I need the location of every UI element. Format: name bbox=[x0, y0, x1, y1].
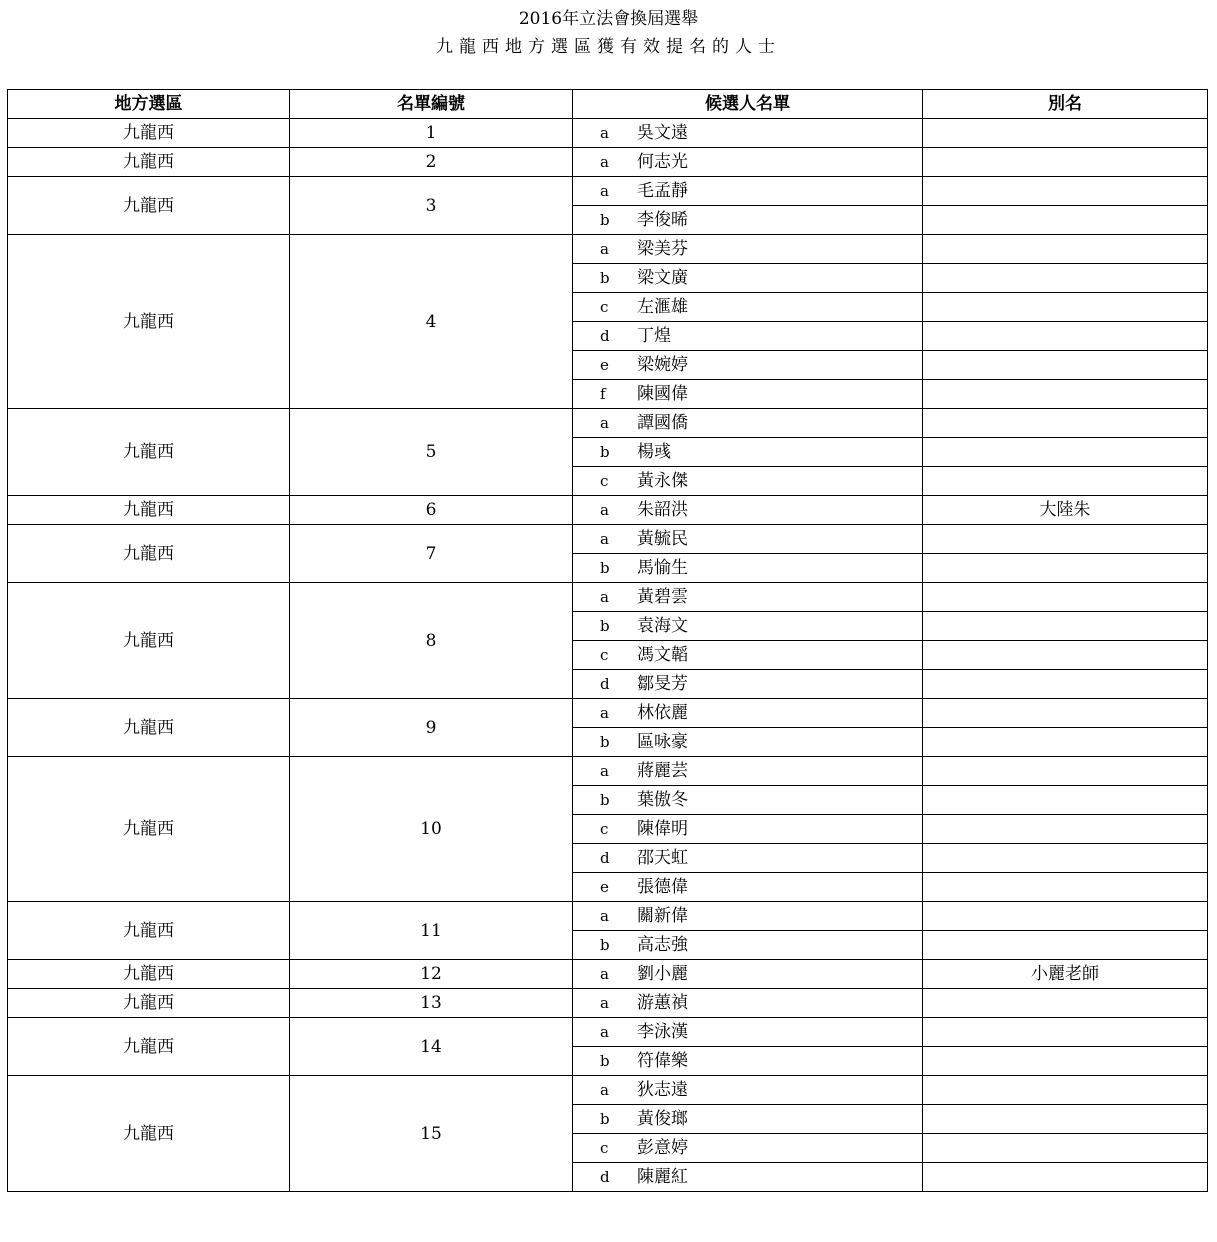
list-number-cell: 12 bbox=[290, 960, 573, 989]
candidate-letter: a bbox=[600, 182, 609, 200]
table-row bbox=[8, 177, 1208, 206]
candidate-cell bbox=[573, 844, 923, 873]
table-row bbox=[8, 525, 1208, 554]
candidate-cell bbox=[573, 467, 923, 496]
candidate-cell bbox=[573, 931, 923, 960]
alias-cell bbox=[923, 554, 1208, 583]
candidate-name: 袁海文 bbox=[637, 616, 688, 636]
candidate-letter: d bbox=[600, 849, 610, 867]
alias-cell bbox=[923, 206, 1208, 235]
list-number-cell: 13 bbox=[290, 989, 573, 1018]
candidate-name: 陳麗紅 bbox=[637, 1167, 688, 1187]
candidate-name: 鄒旻芳 bbox=[637, 674, 688, 694]
candidate-cell bbox=[573, 612, 923, 641]
header-candidates: 候選人名單 bbox=[573, 90, 923, 119]
candidate-cell bbox=[573, 1105, 923, 1134]
alias-cell bbox=[923, 1134, 1208, 1163]
candidate-letter: a bbox=[600, 1023, 609, 1041]
candidate-letter: b bbox=[600, 1052, 610, 1070]
district-cell: 九龍西 bbox=[8, 235, 290, 409]
list-number-cell: 8 bbox=[290, 583, 573, 699]
list-number-cell: 5 bbox=[290, 409, 573, 496]
candidate-cell bbox=[573, 699, 923, 728]
candidate-letter: a bbox=[600, 994, 609, 1012]
alias-cell bbox=[923, 525, 1208, 554]
candidate-cell bbox=[573, 960, 923, 989]
candidate-cell bbox=[573, 438, 923, 467]
header-list-number: 名單編號 bbox=[290, 90, 573, 119]
candidate-name: 陳偉明 bbox=[637, 819, 688, 839]
district-cell: 九龍西 bbox=[8, 1018, 290, 1076]
candidate-cell bbox=[573, 554, 923, 583]
alias-cell bbox=[923, 409, 1208, 438]
candidate-cell bbox=[573, 409, 923, 438]
district-cell: 九龍西 bbox=[8, 148, 290, 177]
alias-cell bbox=[923, 612, 1208, 641]
candidate-letter: d bbox=[600, 1168, 610, 1186]
candidate-name: 張德偉 bbox=[637, 877, 688, 897]
candidate-letter: b bbox=[600, 211, 610, 229]
candidate-cell bbox=[573, 989, 923, 1018]
table-row bbox=[8, 989, 1208, 1018]
table-row bbox=[8, 496, 1208, 525]
list-number-cell: 3 bbox=[290, 177, 573, 235]
table-row bbox=[8, 1018, 1208, 1047]
candidate-letter: c bbox=[600, 472, 609, 490]
candidate-name: 李俊晞 bbox=[637, 210, 688, 230]
candidate-letter: a bbox=[600, 501, 609, 519]
candidate-cell bbox=[573, 525, 923, 554]
candidate-cell bbox=[573, 351, 923, 380]
list-number-cell: 10 bbox=[290, 757, 573, 902]
district-cell: 九龍西 bbox=[8, 496, 290, 525]
candidate-name: 李泳漢 bbox=[637, 1022, 688, 1042]
document-title: 2016年立法會換屆選舉 bbox=[518, 9, 699, 29]
candidate-cell bbox=[573, 293, 923, 322]
candidate-name: 何志光 bbox=[637, 152, 688, 172]
alias-cell bbox=[923, 119, 1208, 148]
candidate-cell bbox=[573, 1163, 923, 1192]
district-cell: 九龍西 bbox=[8, 525, 290, 583]
candidate-cell bbox=[573, 873, 923, 902]
table-row bbox=[8, 409, 1208, 438]
candidate-letter: d bbox=[600, 327, 610, 345]
candidate-name: 梁婉婷 bbox=[637, 355, 688, 375]
alias-cell bbox=[923, 670, 1208, 699]
district-cell: 九龍西 bbox=[8, 409, 290, 496]
header-row bbox=[8, 90, 1208, 119]
candidate-name: 彭意婷 bbox=[637, 1138, 688, 1158]
district-cell: 九龍西 bbox=[8, 960, 290, 989]
alias-cell bbox=[923, 728, 1208, 757]
candidate-name: 黃永傑 bbox=[637, 471, 688, 491]
table-row bbox=[8, 960, 1208, 989]
candidate-cell bbox=[573, 815, 923, 844]
candidate-cell bbox=[573, 322, 923, 351]
candidate-name: 高志強 bbox=[637, 935, 688, 955]
district-cell: 九龍西 bbox=[8, 757, 290, 902]
district-cell: 九龍西 bbox=[8, 119, 290, 148]
candidate-cell bbox=[573, 786, 923, 815]
alias-cell bbox=[923, 351, 1208, 380]
document-subtitle: 九龍西地方選區獲有效提名的人士 bbox=[436, 37, 781, 57]
candidate-letter: b bbox=[600, 269, 610, 287]
candidate-letter: b bbox=[600, 617, 610, 635]
candidate-letter: d bbox=[600, 675, 610, 693]
alias-cell bbox=[923, 235, 1208, 264]
alias-cell bbox=[923, 322, 1208, 351]
alias-cell bbox=[923, 641, 1208, 670]
candidate-letter: b bbox=[600, 791, 610, 809]
header-alias: 別名 bbox=[923, 90, 1208, 119]
header-district: 地方選區 bbox=[8, 90, 290, 119]
candidate-name: 毛孟靜 bbox=[637, 181, 688, 201]
candidate-cell bbox=[573, 670, 923, 699]
alias-cell bbox=[923, 1076, 1208, 1105]
candidate-cell bbox=[573, 1018, 923, 1047]
list-number-cell: 7 bbox=[290, 525, 573, 583]
district-cell: 九龍西 bbox=[8, 699, 290, 757]
candidate-name: 游蕙禎 bbox=[637, 993, 688, 1013]
alias-cell bbox=[923, 1018, 1208, 1047]
candidate-name: 區咏豪 bbox=[637, 732, 688, 752]
candidate-letter: a bbox=[600, 588, 609, 606]
alias-cell bbox=[923, 177, 1208, 206]
alias-cell bbox=[923, 1047, 1208, 1076]
candidate-name: 葉傲冬 bbox=[637, 790, 688, 810]
list-number-cell: 11 bbox=[290, 902, 573, 960]
candidate-cell bbox=[573, 119, 923, 148]
list-number-cell: 1 bbox=[290, 119, 573, 148]
candidate-cell bbox=[573, 583, 923, 612]
alias-cell bbox=[923, 786, 1208, 815]
district-cell: 九龍西 bbox=[8, 902, 290, 960]
candidate-letter: a bbox=[600, 704, 609, 722]
list-number-cell: 2 bbox=[290, 148, 573, 177]
table-row bbox=[8, 1076, 1208, 1105]
candidate-name: 譚國僑 bbox=[637, 413, 688, 433]
candidate-letter: a bbox=[600, 965, 609, 983]
alias-cell bbox=[923, 699, 1208, 728]
table-body bbox=[8, 119, 1208, 1192]
candidate-name: 蔣麗芸 bbox=[637, 761, 688, 781]
alias-cell bbox=[923, 757, 1208, 786]
alias-cell bbox=[923, 1163, 1208, 1192]
candidate-letter: a bbox=[600, 907, 609, 925]
candidate-letter: a bbox=[600, 240, 609, 258]
candidate-name: 馬愉生 bbox=[637, 558, 688, 578]
candidate-name: 黃俊瑯 bbox=[637, 1109, 688, 1129]
list-number-cell: 9 bbox=[290, 699, 573, 757]
alias-cell bbox=[923, 989, 1208, 1018]
candidate-letter: e bbox=[600, 356, 609, 374]
candidate-cell bbox=[573, 177, 923, 206]
candidate-letter: a bbox=[600, 153, 609, 171]
alias-cell bbox=[923, 815, 1208, 844]
list-number-cell: 14 bbox=[290, 1018, 573, 1076]
candidate-letter: a bbox=[600, 530, 609, 548]
candidate-cell bbox=[573, 148, 923, 177]
candidate-cell bbox=[573, 1076, 923, 1105]
candidate-letter: c bbox=[600, 820, 609, 838]
table-row bbox=[8, 699, 1208, 728]
table-row bbox=[8, 583, 1208, 612]
candidate-name: 關新偉 bbox=[637, 906, 688, 926]
candidate-letter: a bbox=[600, 762, 609, 780]
candidate-name: 邵天虹 bbox=[637, 848, 688, 868]
table-row bbox=[8, 235, 1208, 264]
candidate-cell bbox=[573, 1047, 923, 1076]
candidate-letter: b bbox=[600, 1110, 610, 1128]
candidate-name: 黃碧雲 bbox=[637, 587, 688, 607]
table-row bbox=[8, 148, 1208, 177]
alias-cell bbox=[923, 931, 1208, 960]
candidate-letter: b bbox=[600, 443, 610, 461]
candidate-cell bbox=[573, 757, 923, 786]
candidate-name: 狄志遠 bbox=[637, 1080, 688, 1100]
candidate-name: 馮文韜 bbox=[637, 645, 688, 665]
alias-cell bbox=[923, 148, 1208, 177]
table-row bbox=[8, 757, 1208, 786]
list-number-cell: 4 bbox=[290, 235, 573, 409]
candidate-name: 吳文遠 bbox=[637, 123, 688, 143]
alias-cell bbox=[923, 873, 1208, 902]
table-row bbox=[8, 902, 1208, 931]
alias-cell bbox=[923, 902, 1208, 931]
candidate-cell bbox=[573, 206, 923, 235]
candidate-name: 朱韶洪 bbox=[637, 500, 688, 520]
district-cell: 九龍西 bbox=[8, 1076, 290, 1192]
alias-cell bbox=[923, 583, 1208, 612]
alias-cell bbox=[923, 293, 1208, 322]
alias-cell bbox=[923, 467, 1208, 496]
candidate-letter: c bbox=[600, 298, 609, 316]
candidate-name: 梁文廣 bbox=[637, 268, 688, 288]
candidate-cell bbox=[573, 264, 923, 293]
alias-cell bbox=[923, 264, 1208, 293]
candidate-letter: b bbox=[600, 559, 610, 577]
alias-cell bbox=[923, 844, 1208, 873]
candidate-name: 楊彧 bbox=[637, 442, 671, 462]
candidate-cell bbox=[573, 641, 923, 670]
district-cell: 九龍西 bbox=[8, 583, 290, 699]
candidate-name: 陳國偉 bbox=[637, 384, 688, 404]
candidate-cell bbox=[573, 496, 923, 525]
candidate-cell bbox=[573, 380, 923, 409]
candidate-name: 左滙雄 bbox=[637, 297, 688, 317]
alias-cell bbox=[923, 438, 1208, 467]
list-number-cell: 6 bbox=[290, 496, 573, 525]
district-cell: 九龍西 bbox=[8, 177, 290, 235]
candidate-cell bbox=[573, 235, 923, 264]
candidate-cell bbox=[573, 902, 923, 931]
candidate-letter: e bbox=[600, 878, 609, 896]
district-cell: 九龍西 bbox=[8, 989, 290, 1018]
candidate-cell bbox=[573, 1134, 923, 1163]
candidate-name: 丁煌 bbox=[637, 326, 671, 346]
candidate-letter: a bbox=[600, 1081, 609, 1099]
candidate-name: 梁美芬 bbox=[637, 239, 688, 259]
candidate-letter: b bbox=[600, 733, 610, 751]
candidate-name: 林依麗 bbox=[637, 703, 688, 723]
candidate-letter: c bbox=[600, 646, 609, 664]
list-number-cell: 15 bbox=[290, 1076, 573, 1192]
candidate-name: 黃毓民 bbox=[637, 529, 688, 549]
candidate-name: 劉小麗 bbox=[637, 964, 688, 984]
candidate-letter: c bbox=[600, 1139, 609, 1157]
candidate-name: 符偉樂 bbox=[637, 1051, 688, 1071]
candidate-letter: a bbox=[600, 414, 609, 432]
candidate-letter: b bbox=[600, 936, 610, 954]
alias-cell: 小麗老師 bbox=[923, 960, 1208, 989]
candidate-letter: a bbox=[600, 124, 609, 142]
alias-cell: 大陸朱 bbox=[923, 496, 1208, 525]
table-row bbox=[8, 119, 1208, 148]
alias-cell bbox=[923, 1105, 1208, 1134]
candidate-cell bbox=[573, 728, 923, 757]
candidate-letter: f bbox=[600, 385, 606, 403]
alias-cell bbox=[923, 380, 1208, 409]
nomination-table bbox=[7, 89, 1208, 1192]
